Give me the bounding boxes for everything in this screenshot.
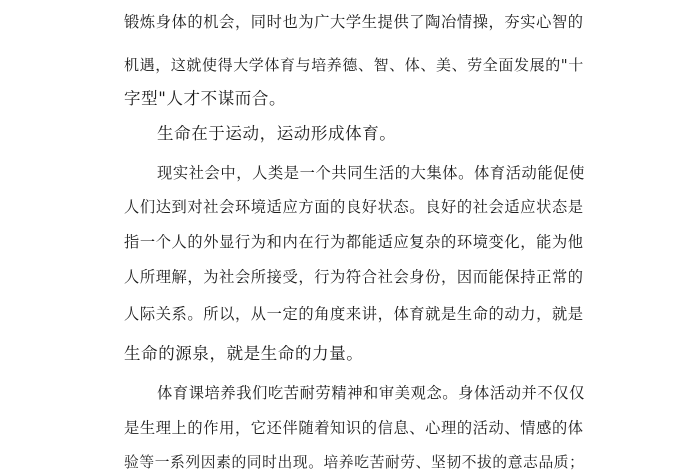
- text-line: 人际关系。所以，从一定的角度来讲，体育就是生命的动力，就是: [124, 305, 584, 323]
- text-line: 生命的源泉，就是生命的力量。: [124, 344, 364, 363]
- text-line: 指一个人的外显行为和内在行为都能适应复杂的环境变化，能为他: [124, 233, 584, 251]
- text-line: 人所理解，为社会所接受，行为符合社会身份，因而能保持正常的: [124, 268, 584, 286]
- text-line: 是生理上的作用，它还伴随着知识的信息、心理的活动、情感的体: [124, 419, 584, 437]
- paragraph-start-line: 生命在于运动，运动形成体育。: [157, 124, 397, 143]
- paragraph-start-line: 体育课培养我们吃苦耐劳精神和审美观念。身体活动并不仅仅: [157, 384, 585, 402]
- text-line: 字型"人才不谋而合。: [124, 89, 287, 108]
- text-line: 人们达到对社会环境适应方面的良好状态。良好的社会适应状态是: [124, 198, 584, 216]
- text-line: 机遇，这就使得大学体育与培养德、智、体、美、劳全面发展的"十: [124, 56, 584, 74]
- text-line: 验等一系列因素的同时出现。培养吃苦耐劳、坚韧不拔的意志品质；: [124, 454, 585, 470]
- text-line: 锻炼身体的机会，同时也为广大学生提供了陶冶情操，夯实心智的: [124, 13, 584, 31]
- paragraph-start-line: 现实社会中，人类是一个共同生活的大集体。体育活动能促使: [157, 164, 585, 182]
